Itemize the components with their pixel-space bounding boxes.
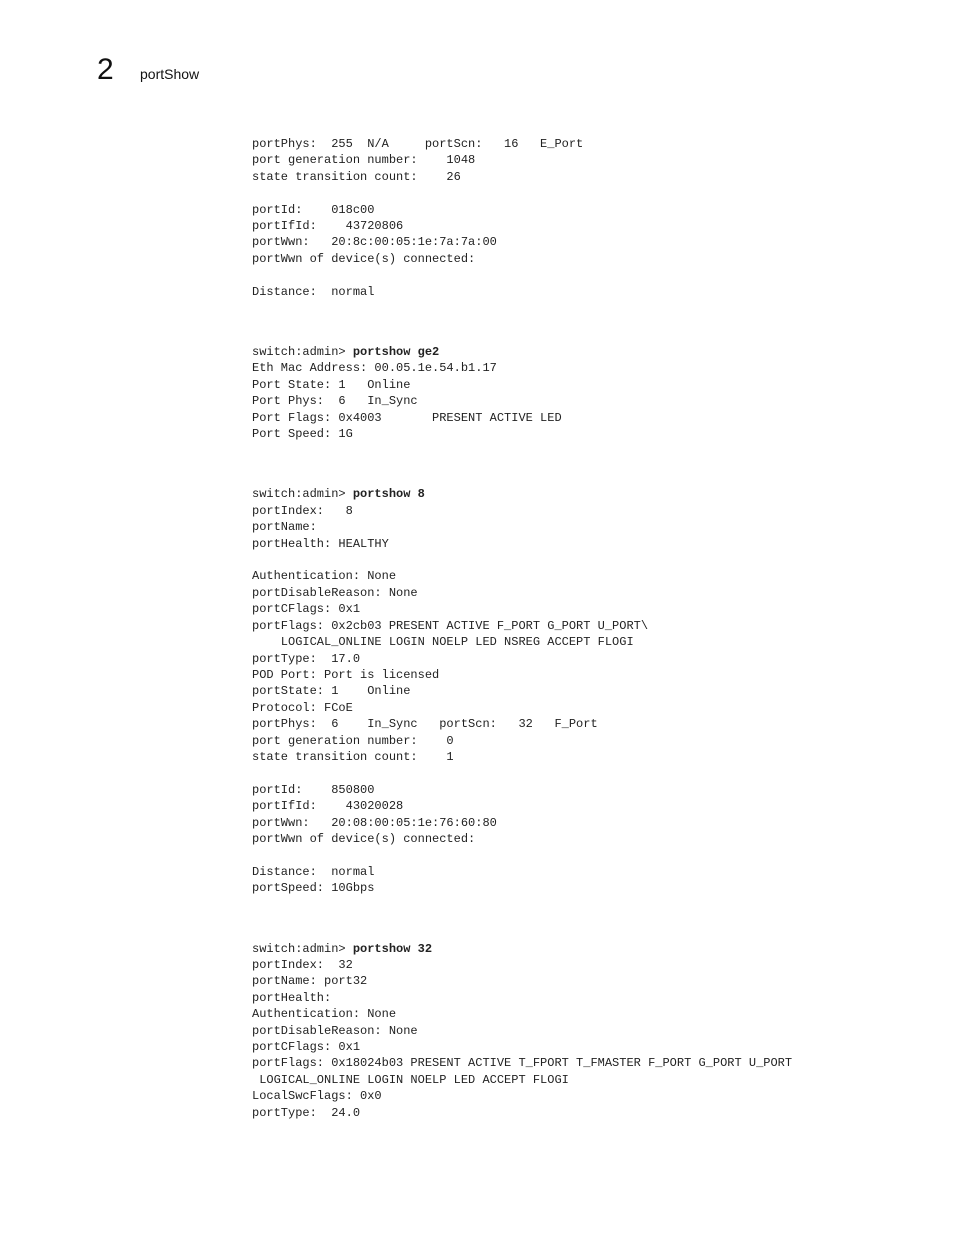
output-line: portWwn of device(s) connected: [252,831,476,846]
command-text: portshow 8 [352,487,425,502]
block-gap [252,442,792,486]
output-line: LocalSwcFlags: 0x0 [252,1089,382,1104]
output-line: portName: [252,520,317,535]
output-line: port generation number: 1048 [252,153,476,168]
output-line: portId: 850800 [252,782,375,797]
command-line [252,486,792,502]
chapter-title: portShow [140,66,200,82]
output-line: Distance: normal [252,284,375,299]
output-line: Authentication: None [252,1007,397,1022]
output-line: Port Phys: 6 In_Sync [252,394,418,409]
output-line: Distance: normal [252,864,375,879]
output-line: LOGICAL_ONLINE LOGIN NOELP LED ACCEPT FLOGI [252,1072,569,1087]
output-line: LOGICAL_ONLINE LOGIN NOELP LED NSREG ACCEPT FLOGI [252,635,634,650]
command-text: portshow 32 [352,941,433,956]
shell-prompt: switch:admin> [252,487,353,502]
output-block [252,486,792,896]
output-line: portId: 018c00 [252,202,375,217]
output-line: Port Speed: 1G [252,427,353,442]
output-line: portCFlags: 0x1 [252,602,361,617]
output-line: Port Flags: 0x4003 PRESENT ACTIVE LED [252,410,562,425]
output-line: portType: 24.0 [252,1105,361,1120]
output-line: portSpeed: 10Gbps [252,881,375,896]
shell-prompt: switch:admin> [252,345,353,360]
output-line: portDisableReason: None [252,585,418,600]
output-line: portIfId: 43720806 [252,219,404,234]
blank-line [252,185,792,201]
blank-line [252,847,792,863]
output-line: Eth Mac Address: 00.05.1e.54.b1.17 [252,361,497,376]
output-line: portHealth: HEALTHY [252,536,389,551]
output-line: portWwn: 20:8c:00:05:1e:7a:7a:00 [252,235,497,250]
command-text: portshow ge2 [352,345,440,360]
output-line: portState: 1 Online [252,684,411,699]
chapter-number: 2 [97,53,114,86]
output-block [252,344,792,442]
output-line: Protocol: FCoE [252,700,353,715]
output-line: portCFlags: 0x1 [252,1040,361,1055]
command-line [252,344,792,360]
output-line: portPhys: 255 N/A portScn: 16 E_Port [252,137,584,151]
output-line: portHealth: [252,990,332,1005]
output-line: portFlags: 0x18024b03 PRESENT ACTIVE T_FPORT T_FMASTER F_PORT G_PORT U_PORT [252,1056,793,1071]
output-block [252,136,792,300]
output-line: portIndex: 8 [252,503,353,518]
block-gap [252,897,792,941]
output-line: Authentication: None [252,569,397,584]
blank-line [252,267,792,283]
output-line: portName: port32 [252,974,368,989]
command-line [252,941,792,957]
output-line: Port State: 1 Online [252,377,411,392]
output-line: portIfId: 43020028 [252,799,404,814]
command-output-listing [252,136,792,1121]
output-line: portWwn: 20:08:00:05:1e:76:60:80 [252,815,497,830]
blank-line [252,552,792,568]
blank-line [252,765,792,781]
output-line: portFlags: 0x2cb03 PRESENT ACTIVE F_PORT G_PORT U_PORT\ [252,618,649,633]
output-line: port generation number: 0 [252,733,454,748]
output-line: portDisableReason: None [252,1023,418,1038]
output-line: portPhys: 6 In_Sync portScn: 32 F_Port [252,717,598,732]
output-line: portWwn of device(s) connected: [252,251,476,266]
output-block [252,941,792,1121]
output-line: POD Port: Port is licensed [252,667,440,682]
shell-prompt: switch:admin> [252,941,353,956]
output-line: portType: 17.0 [252,651,361,666]
output-line: portIndex: 32 [252,957,353,972]
block-gap [252,300,792,344]
output-line: state transition count: 1 [252,749,454,764]
output-line: state transition count: 26 [252,169,461,184]
